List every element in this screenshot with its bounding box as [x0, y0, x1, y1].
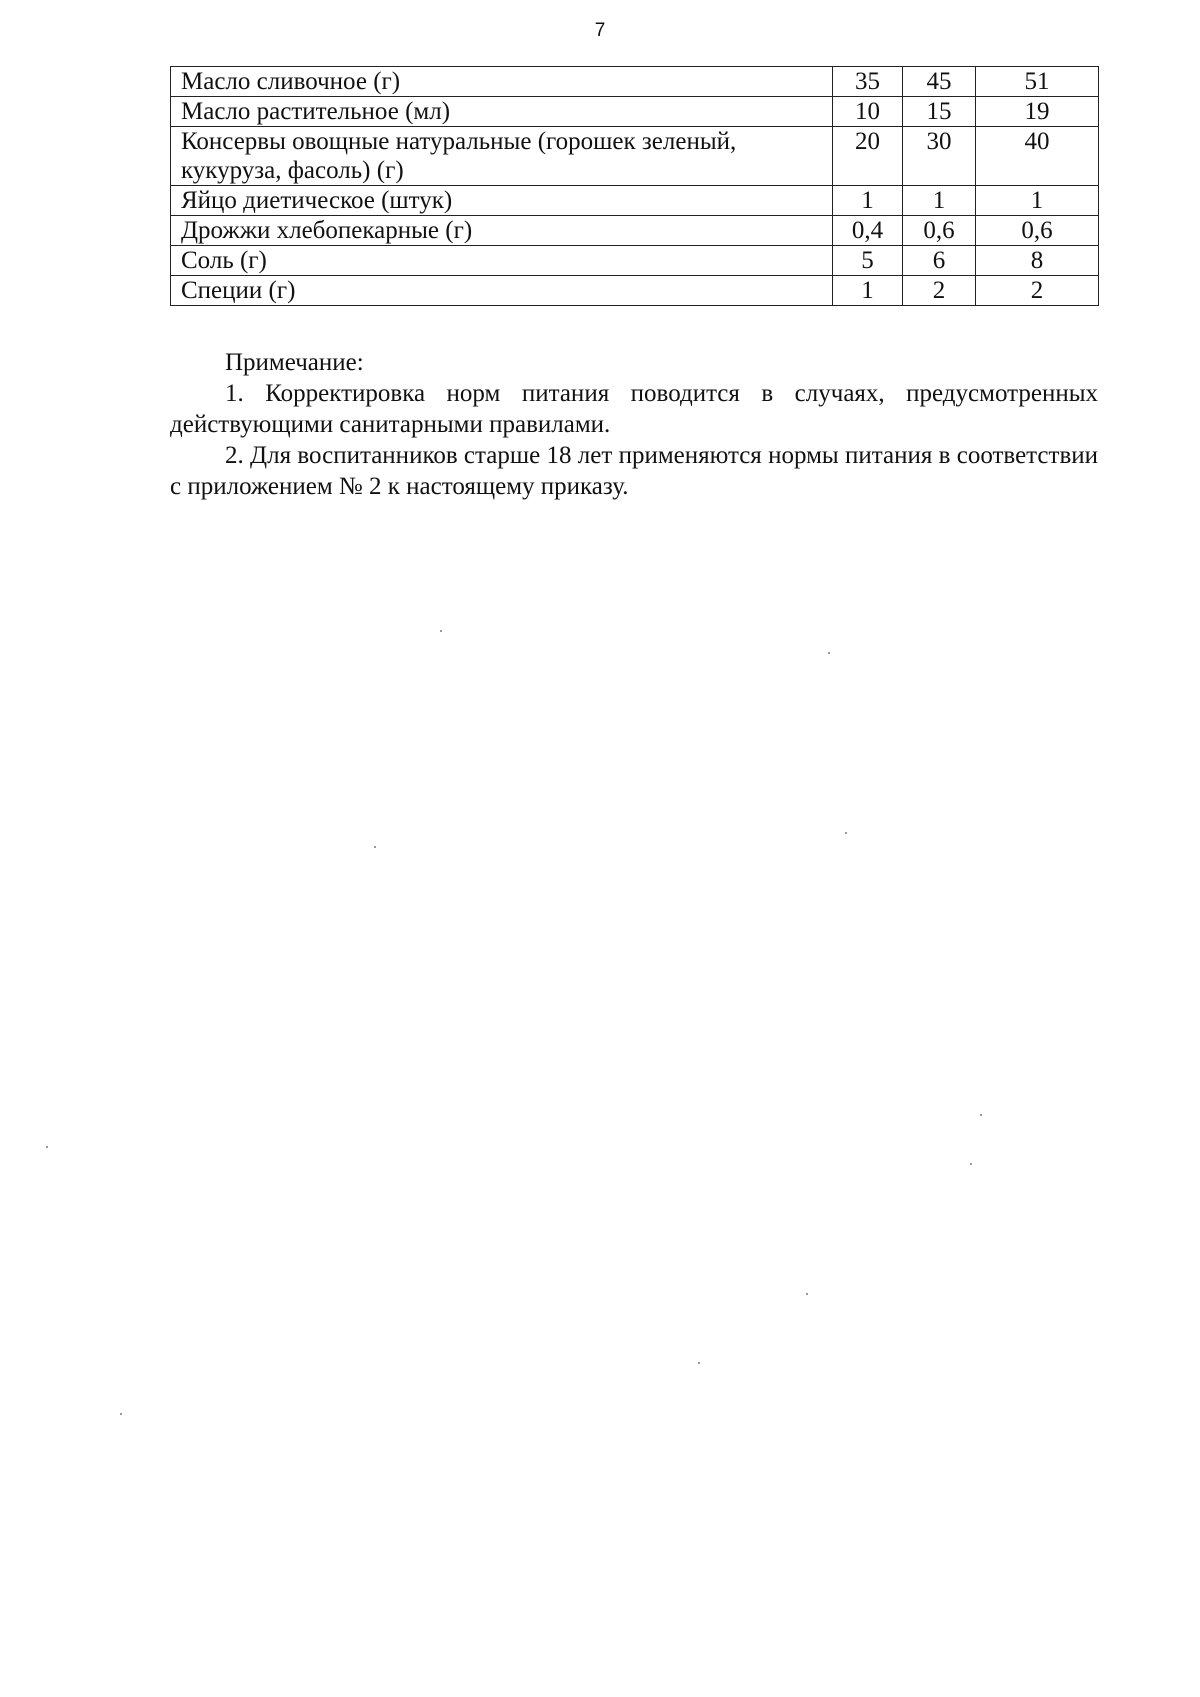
- norm-value-cell: 1: [833, 276, 903, 306]
- norm-value-cell: 19: [976, 97, 1099, 127]
- product-name-cell: Яйцо диетическое (штук): [171, 186, 833, 216]
- scan-speck: [845, 832, 847, 834]
- table-row: [171, 216, 1099, 246]
- norm-value-cell: 6: [903, 246, 976, 276]
- norm-value-cell: 1: [976, 186, 1099, 216]
- product-name-cell: Соль (г): [171, 246, 833, 276]
- norm-value-cell: 10: [833, 97, 903, 127]
- table-row: [171, 97, 1099, 127]
- norm-value-cell: 20: [833, 127, 903, 186]
- norm-value-cell: 0,6: [903, 216, 976, 246]
- scan-speck: [698, 1362, 700, 1364]
- product-name-cell: Масло растительное (мл): [171, 97, 833, 127]
- norm-value-cell: 1: [833, 186, 903, 216]
- product-name-cell: Масло сливочное (г): [171, 67, 833, 97]
- food-norms-table: [170, 66, 1099, 306]
- scan-speck: [374, 846, 376, 848]
- norm-value-cell: 0,6: [976, 216, 1099, 246]
- scan-speck: [440, 630, 442, 632]
- table-row: [171, 276, 1099, 306]
- norm-value-cell: 40: [976, 127, 1099, 186]
- norm-value-cell: 1: [903, 186, 976, 216]
- norm-value-cell: 2: [976, 276, 1099, 306]
- scan-speck: [980, 1114, 982, 1116]
- norm-value-cell: 45: [903, 67, 976, 97]
- norm-value-cell: 51: [976, 67, 1099, 97]
- table-row: [171, 67, 1099, 97]
- norm-value-cell: 8: [976, 246, 1099, 276]
- scan-speck: [120, 1413, 122, 1415]
- table-row: [171, 186, 1099, 216]
- norm-value-cell: 0,4: [833, 216, 903, 246]
- norm-value-cell: 5: [833, 246, 903, 276]
- note-item: 2. Для воспитанников старше 18 лет применяются нормы питания в соответствии с приложением № 2 к настоящему приказу.: [170, 442, 1098, 500]
- notes-heading: Примечание:: [225, 349, 364, 376]
- scan-speck: [970, 1163, 972, 1165]
- product-name-cell: Дрожжи хлебопекарные (г): [171, 216, 833, 246]
- norm-value-cell: 15: [903, 97, 976, 127]
- product-name-cell: Консервы овощные натуральные (горошек зеленый, кукуруза, фасоль) (г): [171, 127, 833, 186]
- notes-section: [170, 347, 1098, 502]
- norm-value-cell: 30: [903, 127, 976, 186]
- page-number: 7: [594, 20, 606, 41]
- scan-speck: [46, 1146, 48, 1148]
- scan-speck: [828, 652, 830, 654]
- note-item: 1. Корректировка норм питания поводится в случаях, предусмотренных действующими санитарными правилами.: [170, 380, 1098, 438]
- product-name-cell: Специи (г): [171, 276, 833, 306]
- scan-speck: [806, 1293, 808, 1295]
- table-row: [171, 127, 1099, 186]
- norm-value-cell: 2: [903, 276, 976, 306]
- table-row: [171, 246, 1099, 276]
- norm-value-cell: 35: [833, 67, 903, 97]
